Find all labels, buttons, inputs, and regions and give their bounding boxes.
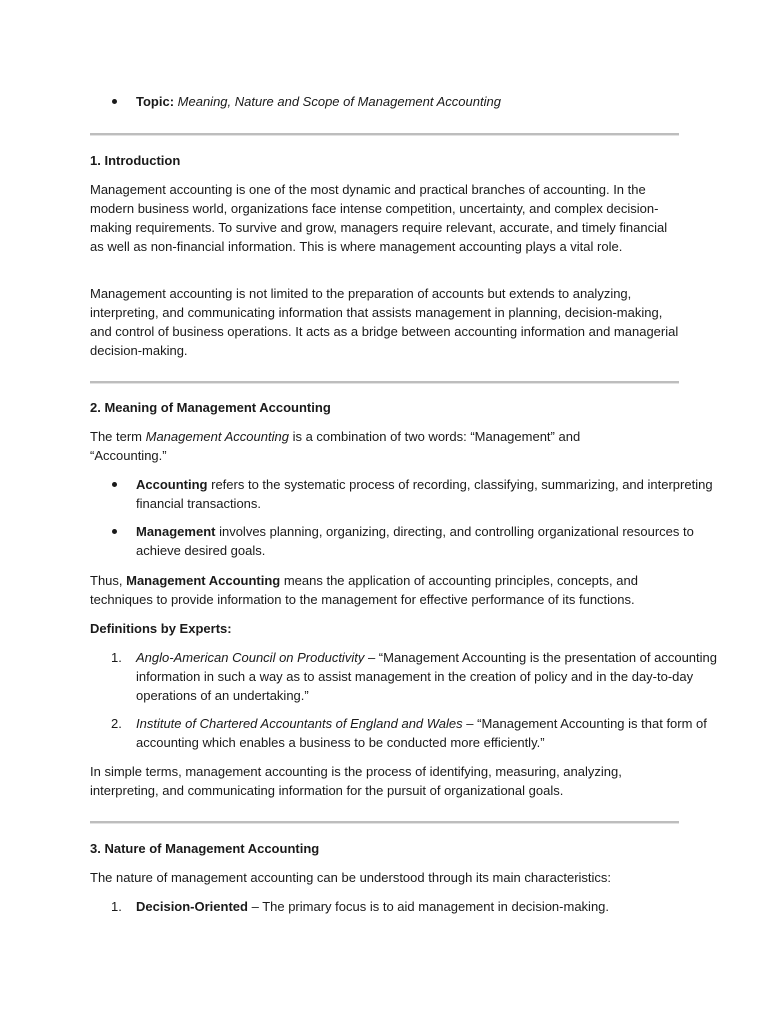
- term-italic: Management Accounting: [145, 429, 289, 444]
- nature-item: [90, 897, 726, 916]
- nature-item-bold: Decision-Oriented: [136, 899, 248, 914]
- topic-label: Topic:: [136, 94, 175, 109]
- nature-intro: The nature of management accounting can be understood through its main characteristics:: [90, 870, 612, 885]
- section-heading-nature: 3. Nature of Management Accounting: [90, 841, 320, 856]
- bullet-icon: [112, 529, 117, 534]
- definition-text: – “Management Accounting is the presentation of accounting information in such a way as to assist management in the creation of policy and in the day-to-day operations of an undertaking.”: [136, 650, 717, 703]
- item-number: 1.: [111, 899, 122, 914]
- simple-terms-paragraph: In simple terms, management accounting is the process of identifying, measuring, analyzing, interpreting, and communicating information for the pursuit of organizational goals.: [90, 764, 622, 798]
- thus-paragraph: [90, 571, 680, 609]
- nature-item-text: – The primary focus is to aid management in decision-making.: [247, 899, 610, 914]
- section-heading-introduction: 1. Introduction: [90, 153, 181, 168]
- term-paragraph: [90, 427, 620, 465]
- bullet-bold: Management: [136, 524, 216, 539]
- term-text-post: is a combination of two words: “Management” and “Accounting.”: [90, 429, 581, 463]
- item-number: 1.: [111, 650, 122, 665]
- topic-value: Meaning, Nature and Scope of Management Accounting: [177, 94, 501, 109]
- section-heading-meaning: 2. Meaning of Management Accounting: [90, 400, 331, 415]
- intro-paragraph-2: Management accounting is not limited to the preparation of accounts but extends to analyzing, interpreting, and communicating information that assists management in planning, decision-making, and control of business operations. It acts as a bridge between accounting information and managerial decision-making.: [90, 286, 679, 358]
- bullet-text: involves planning, organizing, directing, and controlling organizational resources to achieve desired goals.: [136, 524, 694, 558]
- divider: [90, 381, 679, 384]
- definitions-heading: Definitions by Experts:: [90, 621, 232, 636]
- bullet-item: [90, 475, 726, 513]
- bullet-text: refers to the systematic process of recording, classifying, summarizing, and interpreting financial transactions.: [136, 477, 713, 511]
- item-number: 2.: [111, 716, 122, 731]
- definition-source: Institute of Chartered Accountants of England and Wales: [136, 716, 463, 731]
- bullet-icon: [112, 482, 117, 487]
- divider: [90, 821, 679, 824]
- bullet-bold: Accounting: [136, 477, 208, 492]
- bullet-item: [90, 522, 696, 560]
- bullet-icon: [112, 99, 117, 104]
- thus-bold: Management Accounting: [126, 573, 281, 588]
- definition-text: – “Management Accounting is that form of accounting which enables a business to be conducted more efficiently.”: [136, 716, 707, 750]
- thus-text-post: means the application of accounting principles, concepts, and techniques to provide information to the management for effective performance of its functions.: [90, 573, 638, 607]
- definition-source: Anglo-American Council on Productivity: [136, 650, 365, 665]
- topic-line: [90, 92, 726, 111]
- term-text-pre: The term: [90, 429, 146, 444]
- definition-item: [90, 714, 726, 752]
- definition-item: [90, 648, 726, 705]
- intro-paragraph-1: Management accounting is one of the most dynamic and practical branches of accounting. In the modern business world, organizations face intense competition, uncertainty, and complex decision-making requirements. To survive and grow, managers require relevant, accurate, and timely financial as well as non-financial information. This is where management accounting plays a vital role.: [90, 182, 668, 254]
- thus-text-pre: Thus,: [90, 573, 127, 588]
- divider: [90, 133, 679, 136]
